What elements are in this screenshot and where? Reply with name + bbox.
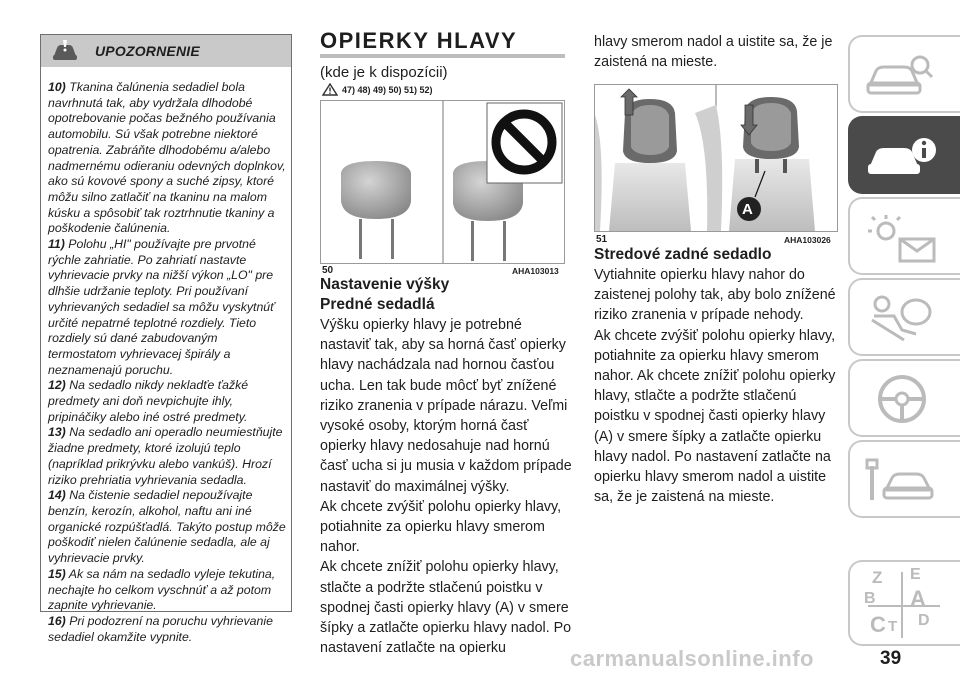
car-search-icon — [864, 51, 936, 99]
figure-51-code: AHA103026 — [784, 235, 831, 245]
heading-nastavenie-vysky: Nastavenie výšky — [320, 276, 450, 293]
paragraph: Vytiahnite opierku hlavy nahor do zaistenej polohy tak, aby bolo znížené riziko zranenia v prípade nehody. — [594, 267, 836, 324]
nav-tab-car-info[interactable] — [848, 116, 960, 194]
figure-51 — [594, 84, 838, 232]
heading-predne-sedadla: Predné sedadlá — [320, 296, 435, 313]
car-tools-icon — [864, 456, 940, 506]
continuation-text: hlavy smerom nadol a uistite sa, že je zaistená na mieste. — [594, 34, 833, 71]
paragraph: Výšku opierky hlavy je potrebné nastaviť tak, aby sa horná časť opierky hlavy nachádzala nad hornou časťou ucha. Len tak bude môcť byť znížené riziko zranenia v prípade nárazu. Veľmi vysoké osoby, ktorým horná časť opierky hlavy nedosahuje nad hornú časť ucha si ju musia v každom prípade nastaviť do maximálnej výšky. — [320, 317, 572, 495]
paragraph: Ak chcete znížiť polohu opierky hlavy, stlačte a podržte stlačenú poistku v spodnej časti opierky hlavy (A) v smere šípky a zatlačte opierku hlavy nadol. Po nastavení zatlačte na opierku — [320, 559, 572, 657]
headrest-illustration — [321, 101, 564, 263]
heading-stredove-zadne-sedadlo: Stredové zadné sedadlo — [594, 246, 772, 263]
section-title: OPIERKY HLAVY — [320, 28, 518, 53]
warning-item: 14) Na čistenie sedadiel nepoužívajte benzín, kerozín, alkohol, naftu ani iné organické rozpúšťadlá. Takýto postup môže poškodiť nielen čalúnenie sedadla, ale aj vyhrievacie prvky. — [48, 488, 286, 566]
nav-tab-maintenance[interactable] — [848, 440, 960, 518]
warning-car-icon — [50, 38, 80, 64]
watermark: carmanualsonline.info — [570, 646, 814, 671]
section-subtitle: (kde je k dispozícii) — [320, 64, 448, 81]
warning-item: 10) Tkanina čalúnenia sedadiel bola navrhnutá tak, aby vydržala dlhodobé opotrebovanie počas bežného používania automobilu. Sú však potrebne niektoré opatrenia. Zabráňte dlhodobému a/alebo nadmernému odieraniu odevných doplnkov, ako sú kovové spony a suché zipsy, ktoré môžu silno zatlačiť na tkaninu na malom kúsku a spôsobiť tak roztrhnutie tkaniny a poškodenie čalúnenia. — [48, 80, 286, 236]
nav-tab-warning-lights[interactable] — [848, 197, 960, 275]
steering-wheel-icon — [870, 371, 934, 427]
warning-title: UPOZORNENIE — [95, 43, 200, 59]
paragraph: Ak chcete zvýšiť polohu opierky hlavy, potiahnite za opierku hlavy smerom nahor. Ak chcete znížiť polohu opierky hlavy, stlačte a podržte stlačenú poistku v spodnej časti opierky hlavy (A) v smere šípky a zatlačte opierku hlavy nadol. Po nastavení zatlačte na opierku hlavy smerom nadol a uistite sa, že je zaistená na mieste. — [594, 327, 836, 506]
warning-item: 11) Polohu „HI" používajte pre prvotné rýchle zahriatie. Po zahriatí nastavte vyhrievacie prvky na nižší výkon „LO" pre dlhšie udržanie teploty. Pri používaní vyhrievaných sedadiel sa môžu vyskytnúť určité nepatrné teplotné rozdiely. Tieto rozdiely sú dané zabudovaným termostatom vyhrievacej špirály a neznamenajú poruchu. — [48, 237, 275, 377]
nav-tab-safety[interactable] — [848, 278, 960, 356]
warning-item: 13) Na sedadlo ani operadlo neumiestňujte žiadne predmety, ktoré izolujú teplo (napríklad prikrývku alebo vankúš). Hrozí riziko prehriatia vyhrievania sedadla. — [48, 425, 283, 487]
front-seat-text — [320, 315, 572, 658]
warning-references: 47) 48) 49) 50) 51) 52) — [342, 85, 433, 95]
figure-51-number: 51 — [596, 234, 608, 245]
index-letter: T — [888, 618, 898, 635]
rear-seat-text — [594, 265, 838, 507]
index-letter: E — [910, 566, 921, 583]
index-letter: C — [870, 612, 886, 637]
figure-50-code: AHA103013 — [512, 266, 559, 276]
figure-50-number: 50 — [322, 265, 334, 276]
index-letter: B — [864, 590, 876, 607]
callout-a: A — [742, 201, 753, 218]
warning-item: 15) Ak sa nám na sedadlo vyleje tekutina, nechajte ho celkom vyschnúť a až potom zapnite vyhrievanie. — [48, 566, 276, 613]
index-letter: D — [918, 612, 930, 629]
paragraph: Ak chcete zvýšiť polohu opierky hlavy, potiahnite za opierku hlavy smerom nahor. — [320, 498, 562, 556]
car-info-icon — [864, 132, 940, 180]
nav-tab-driving[interactable] — [848, 359, 960, 437]
warning-item: 16) Pri podozrení na poruchu vyhrievanie sedadiel okamžite vypnite. — [48, 613, 273, 644]
index-letter: Z — [872, 568, 883, 587]
warning-item: 12) Na sedadlo nikdy nekladťe ťažké predmety ani doň nevpichujte ihly, pripináčiky alebo iné ostré predmety. — [48, 378, 249, 424]
warning-body — [48, 80, 286, 645]
figure-50 — [320, 100, 565, 264]
warning-light-icon — [864, 211, 940, 265]
warning-triangle-icon — [322, 83, 338, 96]
page-number: 39 — [880, 648, 902, 669]
airbag-person-icon — [864, 290, 940, 346]
section-title-underline — [320, 54, 565, 58]
index-letter: A — [910, 586, 926, 611]
rear-headrest-illustration — [595, 85, 837, 231]
nav-tab-car-search[interactable] — [848, 35, 960, 113]
nav-tab-index[interactable] — [848, 560, 960, 646]
